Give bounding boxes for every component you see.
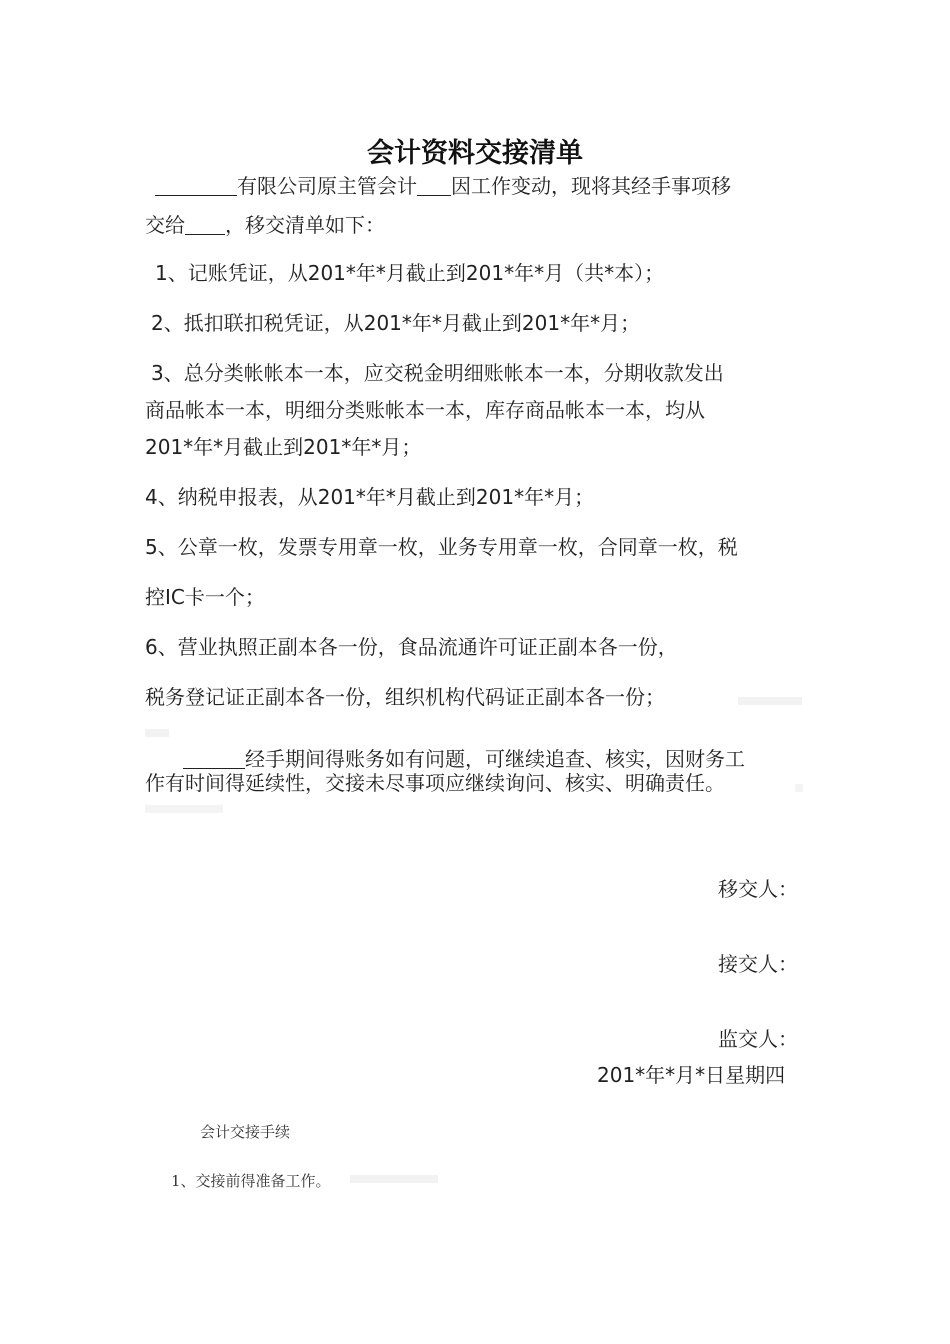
item-3-line-2: 商品帐本一本，明细分类账帐本一本，库存商品帐本一本，均从 <box>145 398 705 422</box>
item-3-line-1: 3、总分类帐帐本一本，应交税金明细账帐本一本，分期收款发出 <box>151 361 724 385</box>
faint-mark <box>738 697 802 705</box>
intro-line-1 <box>145 175 731 196</box>
intro-part1: 有限公司原主管会计 <box>237 174 417 198</box>
transferor-label: 移交人： <box>718 877 798 901</box>
section-step-1: 1、交接前得准备工作。 <box>171 1172 331 1190</box>
recipient-blank <box>185 214 225 235</box>
intro-line2-suffix: ，移交清单如下： <box>225 213 385 237</box>
intro-part2: 因工作变动，现将其经手事项移 <box>451 174 731 198</box>
intro-line2-prefix: 交给 <box>145 213 185 237</box>
date-line: 201*年*月*日星期四 <box>597 1063 786 1087</box>
supervisor-label: 监交人： <box>718 1027 798 1051</box>
item-5-line-2: 控IC卡一个； <box>145 585 265 609</box>
closing-line-1 <box>145 748 745 769</box>
faint-mark <box>145 729 169 737</box>
closing-text-1: 经手期间得账务如有问题，可继续追查、核实，因财务工 <box>245 747 745 771</box>
item-3-line-3: 201*年*月截止到201*年*月； <box>145 435 422 459</box>
faint-mark <box>350 1175 438 1183</box>
section-heading: 会计交接手续 <box>200 1123 291 1141</box>
item-5-line-1: 5、公章一枚，发票专用章一枚，业务专用章一枚，合同章一枚，税 <box>145 535 738 559</box>
item-2: 2、抵扣联扣税凭证，从201*年*月截止到201*年*月； <box>151 311 641 335</box>
intro-line-2 <box>145 214 385 235</box>
item-6-line-1: 6、营业执照正副本各一份，食品流通许可证正副本各一份， <box>145 635 678 659</box>
accountant-blank <box>417 175 451 196</box>
handler-blank <box>183 748 245 769</box>
receiver-label: 接交人： <box>718 952 798 976</box>
item-1: 1、记账凭证，从201*年*月截止到201*年*月（共*本）； <box>155 261 665 285</box>
document-title: 会计资料交接清单 <box>367 138 583 169</box>
item-6-line-2: 税务登记证正副本各一份，组织机构代码证正副本各一份； <box>145 685 665 709</box>
faint-mark <box>795 784 803 792</box>
item-4: 4、纳税申报表，从201*年*月截止到201*年*月； <box>145 485 595 509</box>
faint-mark <box>145 805 223 813</box>
closing-line-2: 作有时间得延续性，交接未尽事项应继续询问、核实、明确责任。 <box>145 771 725 795</box>
company-blank <box>155 175 237 196</box>
